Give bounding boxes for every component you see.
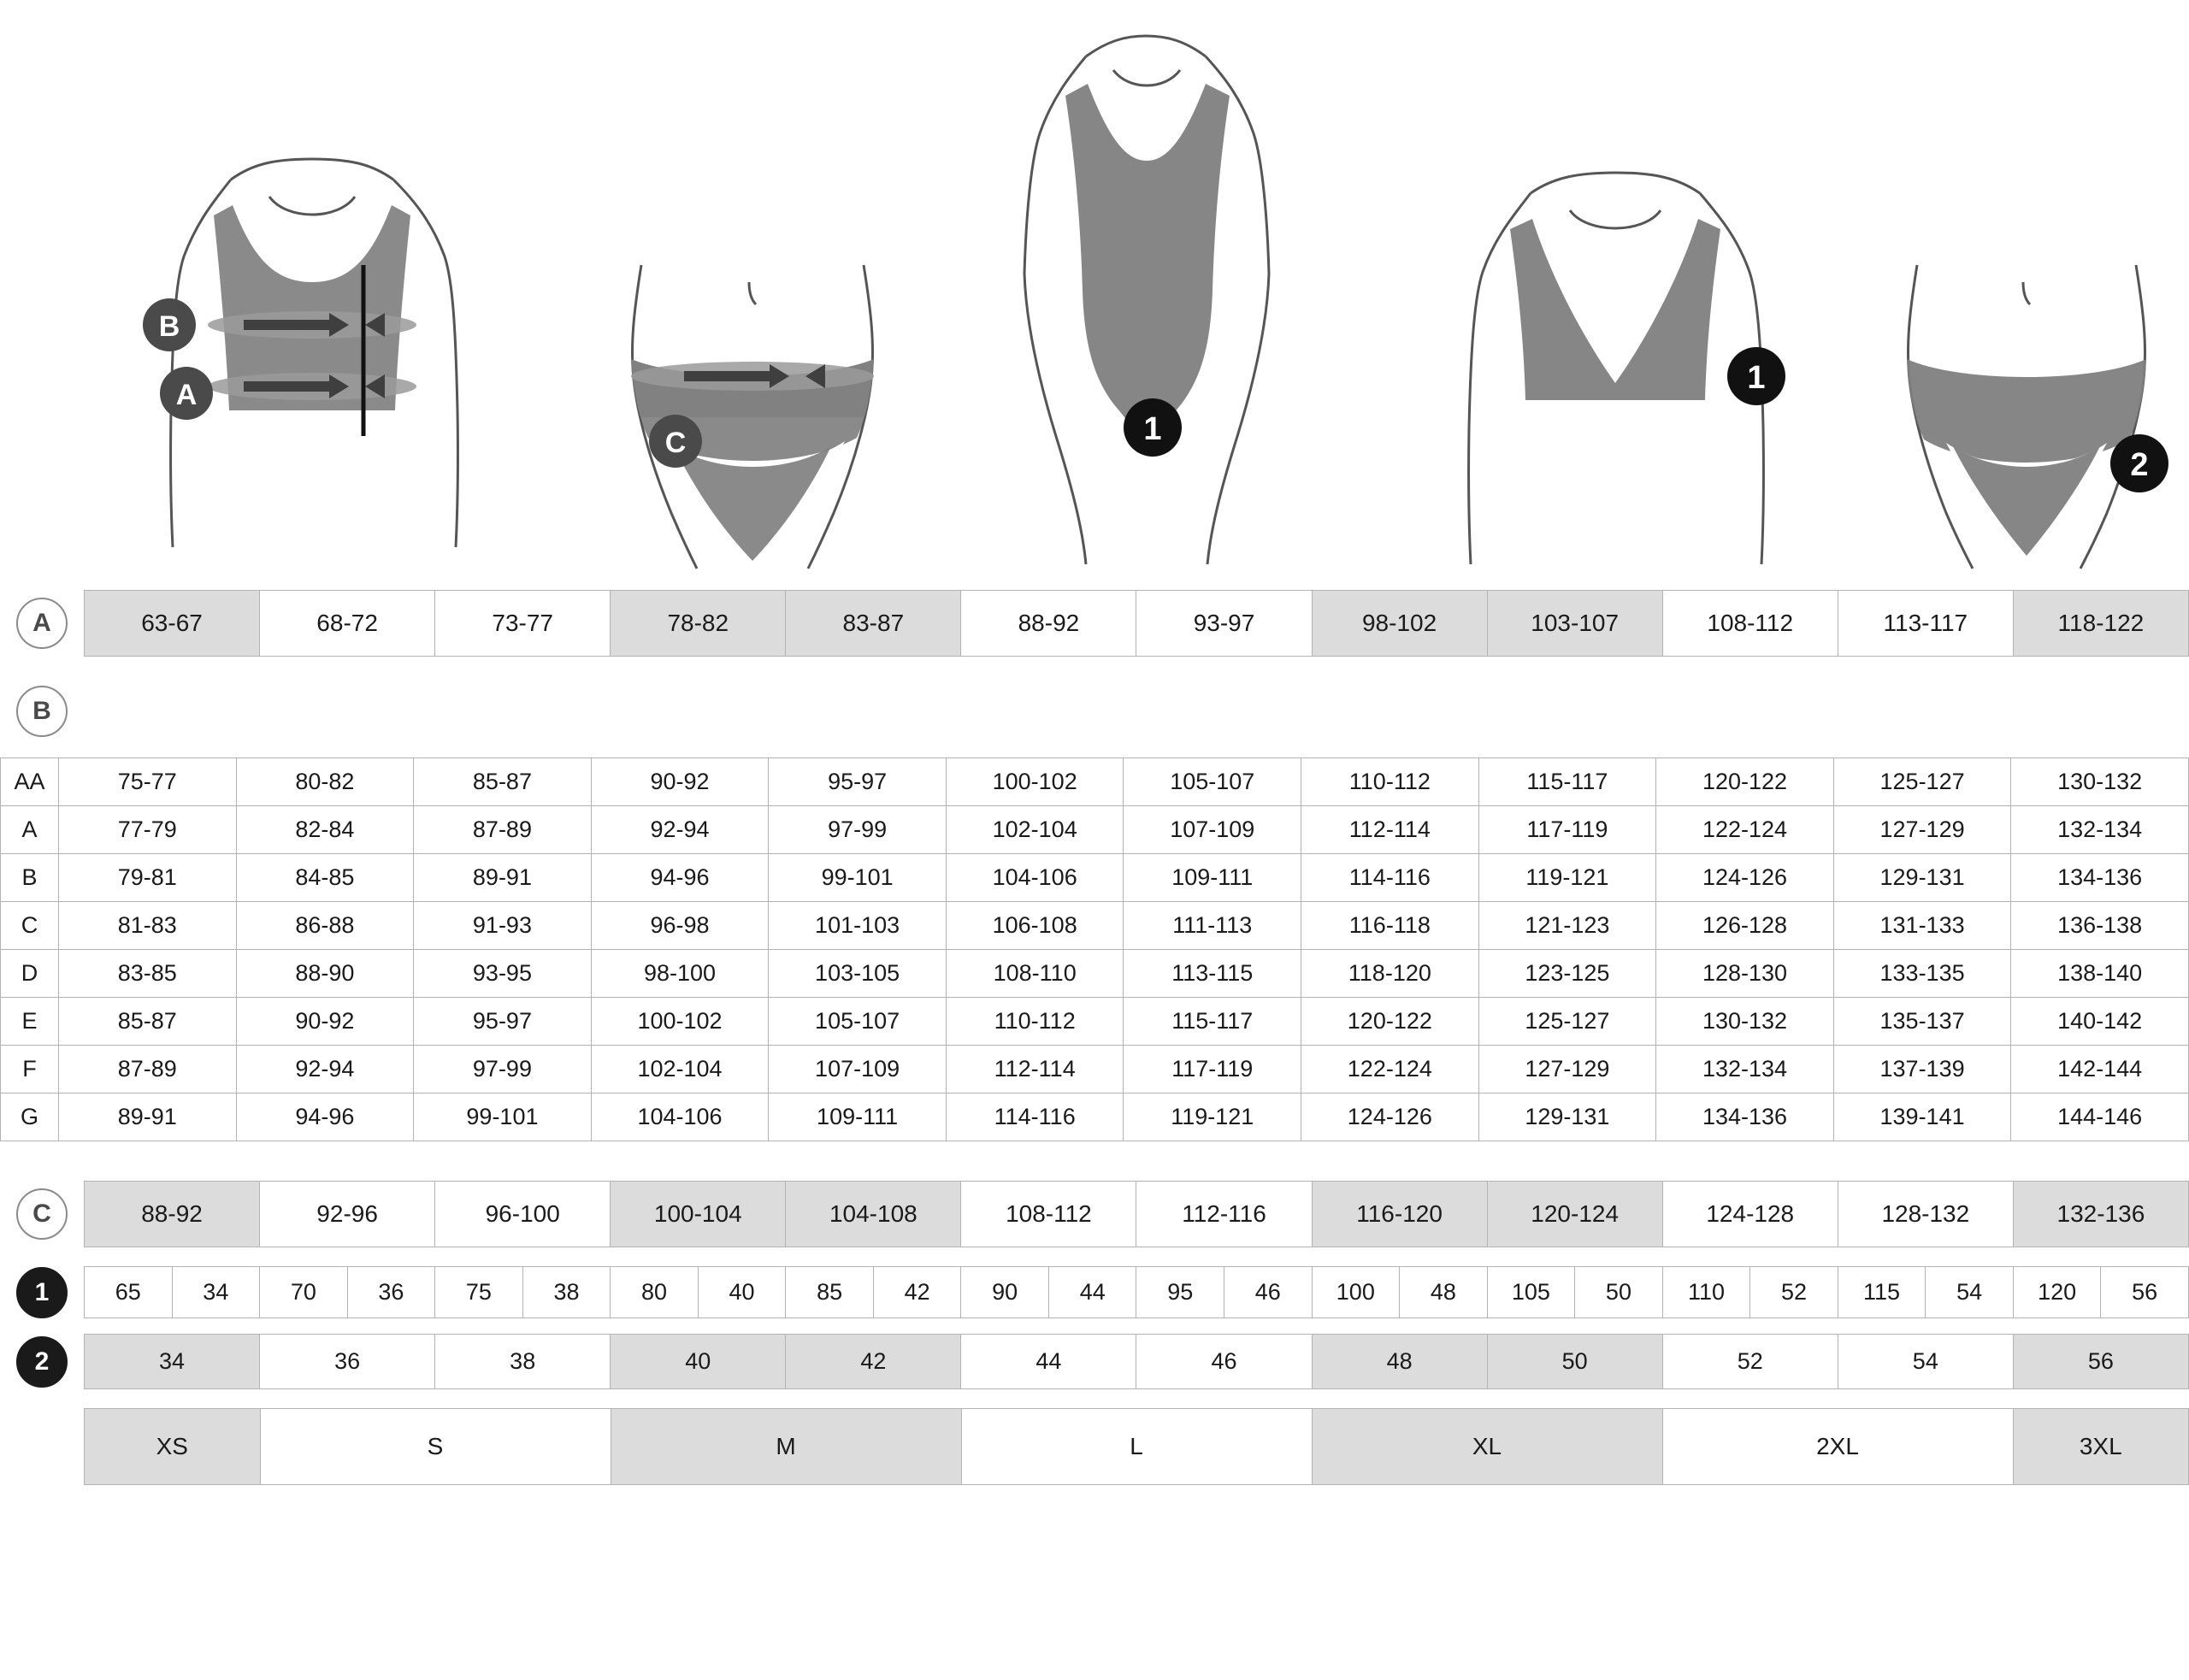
row-1-eu: 70 [260,1267,348,1317]
row-1-pair [611,1267,786,1317]
row-1-pair [786,1267,961,1317]
cup-label: E [1,998,59,1045]
row-a-cell: 113-117 [1838,591,2014,656]
table-cell: 87-89 [414,806,592,853]
table-row [1,998,2188,1046]
row-b-label-wrap [0,686,84,737]
table-cell: 89-91 [59,1093,237,1141]
figure-bra [1402,171,1830,573]
table-cell: 106-108 [947,902,1124,949]
table-cell: 109-111 [1124,854,1301,901]
table-cell: 94-96 [592,854,770,901]
figure-hips [581,256,923,573]
table-cell: 105-107 [1124,758,1301,805]
row-1 [0,1266,2189,1318]
row-1-eu: 100 [1313,1267,1401,1317]
table-cell: 86-88 [237,902,415,949]
cup-size-table [0,757,2189,1141]
row-c-cells [84,1181,2189,1247]
table-row [1,758,2188,806]
row-1-pair [435,1267,611,1317]
row-1-us: 38 [553,1279,580,1305]
row-1-eu: 115 [1838,1267,1926,1317]
row-1-pair [1136,1267,1312,1317]
table-cell: 87-89 [59,1046,237,1093]
row-c-cell: 96-100 [435,1182,611,1247]
table-cell: 100-102 [592,998,770,1045]
table-cell: 129-131 [1834,854,2012,901]
row-1-pair [2014,1267,2188,1317]
row-1-cells [84,1266,2189,1318]
row-a-cell: 83-87 [786,591,961,656]
row-a-cell: 118-122 [2014,591,2188,656]
table-cell: 98-100 [592,950,770,997]
table-cell: 121-123 [1479,902,1657,949]
cup-label: AA [1,758,59,805]
table-cell: 112-114 [1301,806,1479,853]
row-a-cells [84,590,2189,657]
row-a-cell: 93-97 [1136,591,1312,656]
table-row [1,1046,2188,1093]
row-2-label-wrap [0,1334,84,1389]
table-cell: 107-109 [1124,806,1301,853]
table-cell: 102-104 [947,806,1124,853]
row-a-cell: 108-112 [1663,591,1838,656]
table-cell: 119-121 [1124,1093,1301,1141]
row-a-label: A [16,598,68,649]
row-2-cell: 52 [1663,1335,1838,1388]
table-cell: 90-92 [592,758,770,805]
table-cell: 110-112 [1301,758,1479,805]
row-c-cell: 116-120 [1313,1182,1488,1247]
row-c-cell: 120-124 [1488,1182,1663,1247]
row-1-pair [85,1267,260,1317]
table-cell: 138-140 [2057,960,2143,986]
row-c-cell: 88-92 [85,1182,260,1247]
row-2-cell: 40 [611,1335,786,1388]
table-cell: 97-99 [769,806,947,853]
table-cell: 93-95 [414,950,592,997]
table-cell: 101-103 [769,902,947,949]
row-c-label: C [16,1188,68,1240]
table-cell: 114-116 [1301,854,1479,901]
row-1-eu: 75 [435,1267,523,1317]
row-1-pair [1488,1267,1663,1317]
table-cell: 137-139 [1834,1046,2012,1093]
cup-label: D [1,950,59,997]
table-cell: 135-137 [1834,998,2012,1045]
figure-brief [1864,256,2189,573]
row-2-cell: 54 [1838,1335,2014,1388]
row-c-cell: 100-104 [611,1182,786,1247]
table-cell: 100-102 [947,758,1124,805]
row-1-us: 46 [1254,1279,1281,1305]
row-1-us: 42 [904,1279,930,1305]
size-cell-s: S [261,1409,611,1484]
table-cell: 144-146 [2057,1104,2143,1129]
table-cell: 119-121 [1479,854,1657,901]
row-size-label-wrap [0,1408,84,1485]
row-1-label-wrap [0,1266,84,1318]
table-cell: 132-134 [2057,816,2143,842]
table-cell: 117-119 [1479,806,1657,853]
row-letter-sizes [0,1408,2189,1485]
table-cell: 130-132 [2057,769,2143,794]
row-c-cell: 108-112 [961,1182,1136,1247]
row-1-pair [1838,1267,2014,1317]
row-1-eu: 110 [1663,1267,1751,1317]
row-a-cell: 63-67 [85,591,260,656]
illustration-band [0,0,2189,573]
table-cell: 75-77 [59,758,237,805]
row-c-cell: 128-132 [1838,1182,2014,1247]
table-cell: 81-83 [59,902,237,949]
table-cell: 95-97 [414,998,592,1045]
table-cell: 110-112 [947,998,1124,1045]
table-cell: 95-97 [769,758,947,805]
row-a-label-wrap [0,590,84,657]
size-cell-2xl: 2XL [1663,1409,2014,1484]
table-cell: 130-132 [1656,998,1834,1045]
table-cell: 111-113 [1124,902,1301,949]
badge-1-swimsuit-text: 1 [1143,411,1162,447]
row-1-pair [1313,1267,1488,1317]
figure-swimsuit [958,17,1334,573]
cup-label: B [1,854,59,901]
table-cell: 136-138 [2057,912,2143,938]
table-cell: 114-116 [947,1093,1124,1141]
row-1-us: 48 [1430,1279,1456,1305]
size-cell-xs: XS [85,1409,261,1484]
row-1-pair [961,1267,1136,1317]
table-cell: 105-107 [769,998,947,1045]
table-cell: 102-104 [592,1046,770,1093]
table-cell: 140-142 [2057,1008,2143,1034]
table-cell: 79-81 [59,854,237,901]
figure-bust-underbust [103,154,547,564]
row-2-cell: 46 [1136,1335,1312,1388]
row-a-cell: 78-82 [611,591,786,656]
table-cell: 127-129 [1834,806,2012,853]
table-cell: 103-105 [769,950,947,997]
table-cell: 120-122 [1301,998,1479,1045]
table-cell: 127-129 [1479,1046,1657,1093]
row-c-cell: 132-136 [2014,1182,2188,1247]
row-a-cell: 98-102 [1313,591,1488,656]
cup-label: G [1,1093,59,1141]
table-cell: 91-93 [414,902,592,949]
table-cell: 134-136 [2057,864,2143,890]
table-cell: 107-109 [769,1046,947,1093]
table-cell: 115-117 [1124,998,1301,1045]
row-1-eu: 65 [85,1267,173,1317]
cup-label: F [1,1046,59,1093]
cup-label: A [1,806,59,853]
table-cell: 131-133 [1834,902,2012,949]
row-c-cell: 104-108 [786,1182,961,1247]
row-b-label: B [16,686,68,737]
row-2-label: 2 [16,1336,68,1388]
table-cell: 133-135 [1834,950,2012,997]
table-cell: 80-82 [237,758,415,805]
badge-C-text: C [664,427,687,459]
row-1-us: 52 [1781,1279,1808,1305]
table-cell: 82-84 [237,806,415,853]
row-2-cells [84,1334,2189,1389]
table-cell: 109-111 [769,1093,947,1141]
table-cell: 94-96 [237,1093,415,1141]
row-1-pair [1663,1267,1838,1317]
row-c-cell: 124-128 [1663,1182,1838,1247]
row-1-us: 34 [203,1279,229,1305]
table-cell: 139-141 [1834,1093,2012,1141]
row-2-cell: 50 [1488,1335,1663,1388]
table-cell: 124-126 [1301,1093,1479,1141]
table-cell: 88-90 [237,950,415,997]
table-cell: 90-92 [237,998,415,1045]
size-cell-l: L [962,1409,1313,1484]
table-row [1,854,2188,902]
table-cell: 77-79 [59,806,237,853]
badge-A-text: A [175,379,198,411]
table-cell: 85-87 [59,998,237,1045]
row-c-cell: 92-96 [260,1182,435,1247]
row-2-cell: 56 [2014,1335,2188,1388]
table-cell: 108-110 [947,950,1124,997]
table-cell: 84-85 [237,854,415,901]
table-row [1,806,2188,854]
table-cell: 116-118 [1301,902,1479,949]
table-cell: 115-117 [1479,758,1657,805]
table-cell: 129-131 [1479,1093,1657,1141]
table-cell: 92-94 [237,1046,415,1093]
size-cell-xl: XL [1313,1409,1663,1484]
table-cell: 104-106 [947,854,1124,901]
row-c-cell: 112-116 [1136,1182,1312,1247]
size-cell-3xl: 3XL [2014,1409,2189,1484]
row-1-label: 1 [16,1267,68,1318]
row-1-eu: 85 [786,1267,874,1317]
row-a [0,590,2189,657]
table-cell: 117-119 [1124,1046,1301,1093]
table-cell: 85-87 [414,758,592,805]
row-1-eu: 95 [1136,1267,1224,1317]
row-1-us: 50 [1605,1279,1631,1305]
table-cell: 99-101 [769,854,947,901]
table-cell: 92-94 [592,806,770,853]
table-cell: 128-130 [1656,950,1834,997]
row-1-eu: 80 [611,1267,699,1317]
table-cell: 96-98 [592,902,770,949]
row-1-eu: 105 [1488,1267,1576,1317]
row-1-us: 56 [2132,1279,2158,1305]
table-cell: 97-99 [414,1046,592,1093]
table-cell: 83-85 [59,950,237,997]
table-cell: 104-106 [592,1093,770,1141]
row-1-us: 40 [729,1279,755,1305]
row-2 [0,1334,2189,1389]
row-2-cell: 34 [85,1335,260,1388]
cup-label: C [1,902,59,949]
table-row [1,1093,2188,1141]
table-cell: 123-125 [1479,950,1657,997]
row-a-cell: 73-77 [435,591,611,656]
size-cell-m: M [611,1409,962,1484]
table-cell: 122-124 [1301,1046,1479,1093]
row-1-eu: 90 [961,1267,1049,1317]
row-2-cell: 48 [1313,1335,1488,1388]
row-a-cell: 68-72 [260,591,435,656]
table-cell: 124-126 [1656,854,1834,901]
table-row [1,950,2188,998]
table-cell: 113-115 [1124,950,1301,997]
row-2-cell: 36 [260,1335,435,1388]
table-cell: 125-127 [1479,998,1657,1045]
row-a-cell: 103-107 [1488,591,1663,656]
table-cell: 120-122 [1656,758,1834,805]
row-size-cells [84,1408,2189,1485]
table-cell: 112-114 [947,1046,1124,1093]
row-2-cell: 44 [961,1335,1136,1388]
row-1-us: 44 [1079,1279,1106,1305]
table-cell: 118-120 [1301,950,1479,997]
row-2-cell: 38 [435,1335,611,1388]
row-c [0,1181,2189,1247]
table-cell: 89-91 [414,854,592,901]
table-cell: 132-134 [1656,1046,1834,1093]
table-row [1,902,2188,950]
badge-1-bra-text: 1 [1747,360,1766,396]
table-cell: 99-101 [414,1093,592,1141]
table-cell: 142-144 [2057,1056,2143,1082]
badge-B-text: B [158,310,180,343]
row-2-cell: 42 [786,1335,961,1388]
row-1-eu: 120 [2014,1267,2102,1317]
row-c-label-wrap [0,1181,84,1247]
row-b-marker [0,686,2189,737]
table-cell: 122-124 [1656,806,1834,853]
row-1-pair [260,1267,435,1317]
table-cell: 134-136 [1656,1093,1834,1141]
row-a-cell: 88-92 [961,591,1136,656]
badge-2-brief-text: 2 [2130,447,2149,483]
table-cell: 126-128 [1656,902,1834,949]
table-cell: 125-127 [1834,758,2012,805]
row-1-us: 36 [378,1279,404,1305]
row-1-us: 54 [1956,1279,1983,1305]
